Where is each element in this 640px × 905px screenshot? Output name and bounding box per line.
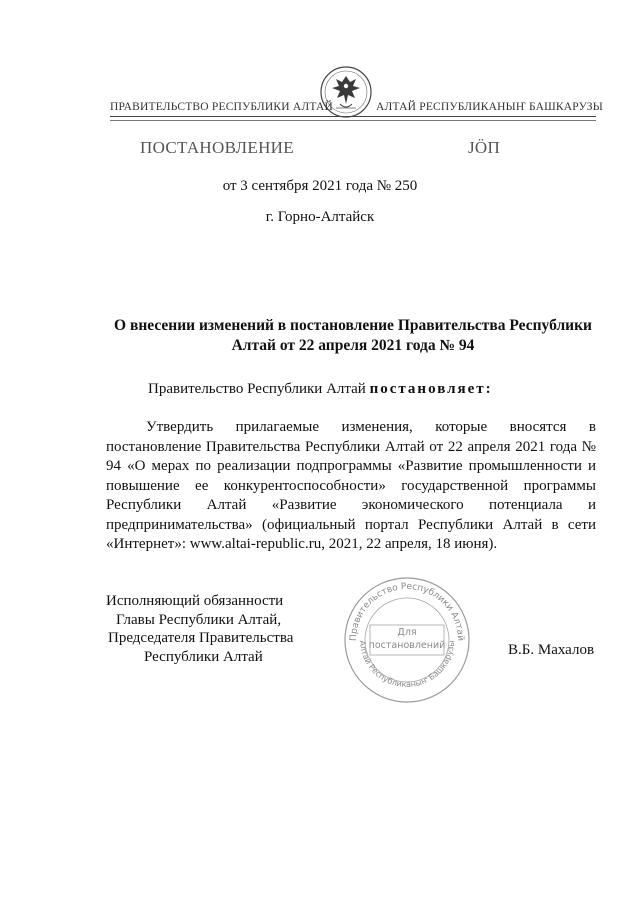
document-city: г. Горно-Алтайск [265,209,375,225]
header-divider [110,116,596,117]
preamble-text: Правительство Республики Алтай [148,381,366,397]
header-right-text: АЛТАЙ РЕСПУБЛИКАНЫҤ БАШКАРУЗЫ [376,101,603,113]
signatory-line: Республики Алтай [144,648,263,665]
stamp-center-line2: постановлений [368,640,446,651]
header-left-text: ПРАВИТЕЛЬСТВО РЕСПУБЛИКИ АЛТАЙ [110,101,334,113]
doc-type-ru: ПОСТАНОВЛЕНИЕ [140,138,294,157]
document-title: О внесении изменений в постановление Правительства Республики Алтай от 22 апреля 2021 года № 94 [114,317,592,354]
altai-republic-emblem-icon [318,64,374,124]
doc-type-alt: ЈӦП [468,138,501,157]
document-date-number: от 3 сентября 2021 года № 250 [222,178,418,194]
signatory-position [106,592,293,666]
signatory-line: Главы Республики Алтай, [116,611,282,628]
signatory-name: В.Б. Махалов [508,642,595,658]
document-body: Утвердить прилагаемые изменения, которые вносятся в постановление Правительства Республики Алтай от 22 апреля 2021 года № 94 «О мерах по реализации подпрограммы «Развитие промышленности и повышение ее конкурентоспособности» государственной программы Республики Алтай «Развитие экономического потенциала и предпринимательства» (официальный портал Республики Алтай в сети «Интернет»: www.altai-republic.ru, 2021, 22 апреля, 18 июня). [106,419,596,552]
stamp-center-line1: Для [397,627,417,638]
signatory-line: Председателя Правительства [108,630,294,646]
preamble-decree-word: постановляет: [369,381,493,397]
preamble [148,381,493,398]
stamp-ring-text-alt: Алтай Республиканыҥ Башкарузы [357,640,457,690]
header-divider-thin [110,120,596,121]
signatory-line: Исполняющий обязанности [106,593,284,609]
stamp-ring-text: Правительство Республики Алтай [348,581,466,642]
